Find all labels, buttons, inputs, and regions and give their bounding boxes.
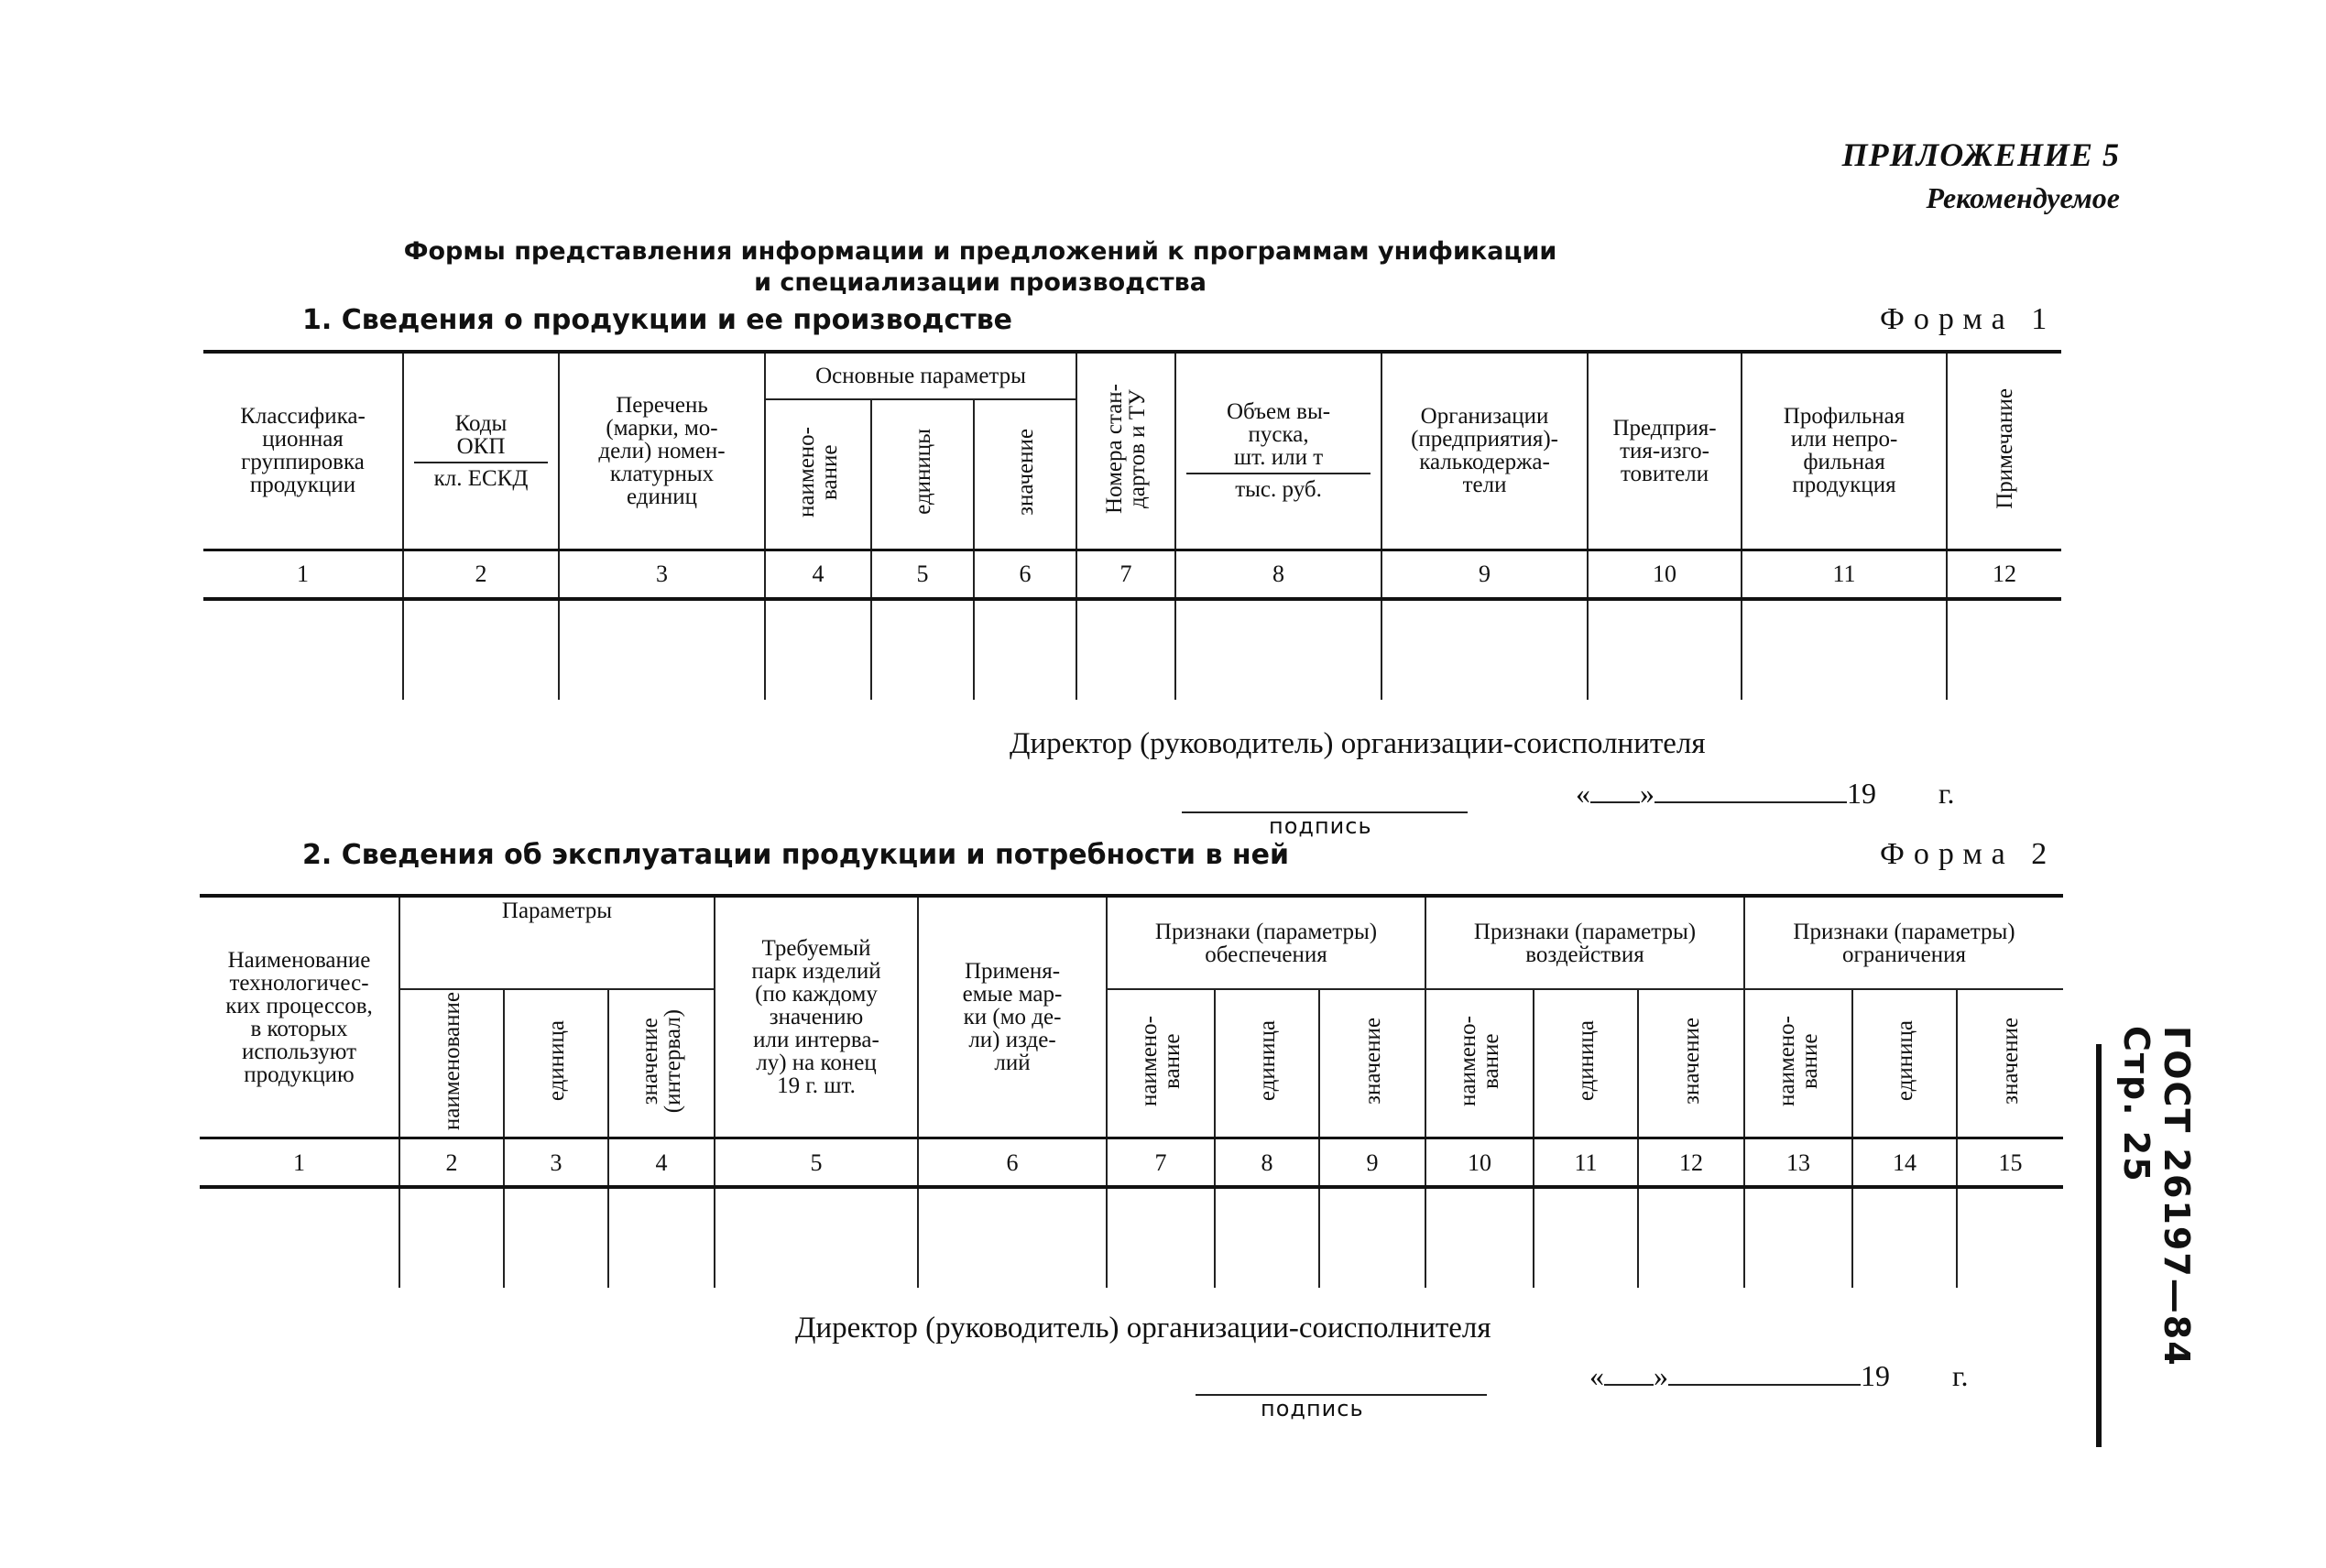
form2-col-process-name: Наименование технологичес- ких процессов, в которых используют продукцию bbox=[200, 896, 399, 1138]
form2-col-params: Параметры bbox=[399, 896, 715, 989]
form2-num: 1 bbox=[200, 1138, 399, 1188]
form1-entry-cell[interactable] bbox=[1381, 599, 1588, 700]
form1-entry-cell[interactable] bbox=[871, 599, 974, 700]
form2-date-day[interactable] bbox=[1604, 1384, 1654, 1386]
form1-col-standards: Номера стан- дартов и ТУ bbox=[1076, 352, 1175, 550]
form2-num: 2 bbox=[399, 1138, 504, 1188]
form1-col-holders: Организации (предприятия)- калькодержа- тели bbox=[1381, 352, 1588, 550]
form2-entry-cell[interactable] bbox=[608, 1187, 715, 1288]
form2-col-limit-name: наимено- вание bbox=[1744, 989, 1852, 1138]
form1-num: 8 bbox=[1175, 550, 1381, 599]
form2-entry-row[interactable] bbox=[200, 1187, 2063, 1288]
form2-date-year: 19 bbox=[1861, 1359, 1890, 1392]
form1-number-row bbox=[203, 550, 2061, 599]
form2-entry-cell[interactable] bbox=[1744, 1187, 1852, 1288]
form2-col-limit-signs: Признаки (параметры) ограничения bbox=[1744, 896, 2063, 989]
form2-num: 4 bbox=[608, 1138, 715, 1188]
form2-col-applied-models: Применя- емые мар- ки (мо де- ли) изде- лий bbox=[918, 896, 1107, 1138]
form2-num: 13 bbox=[1744, 1138, 1852, 1188]
form1-num: 10 bbox=[1588, 550, 1742, 599]
form2-col-limit-unit: единица bbox=[1852, 989, 1957, 1138]
form1-entry-cell[interactable] bbox=[1947, 599, 2061, 700]
form2-col-p-name: наименование bbox=[399, 989, 504, 1138]
form1-num: 5 bbox=[871, 550, 974, 599]
form2-col-p-value: значение (интервал) bbox=[608, 989, 715, 1138]
form1-date-close: » bbox=[1640, 777, 1654, 810]
form1-entry-cell[interactable] bbox=[1076, 599, 1175, 700]
form1-date-month[interactable] bbox=[1654, 801, 1847, 803]
form1-entry-cell[interactable] bbox=[1588, 599, 1742, 700]
form2-director: Директор (руководитель) организации-соисполнителя bbox=[795, 1312, 1491, 1345]
form1-num: 1 bbox=[203, 550, 403, 599]
form1-director: Директор (руководитель) организации-соисполнителя bbox=[1010, 727, 1706, 760]
form1-col-main-params: Основные параметры bbox=[765, 352, 1076, 399]
form2-col-impact-signs: Признаки (параметры) воздействия bbox=[1425, 896, 1744, 989]
form1-col-param-value: значение bbox=[974, 399, 1076, 550]
form2-num: 12 bbox=[1638, 1138, 1744, 1188]
form2-entry-cell[interactable] bbox=[1852, 1187, 1957, 1288]
form1-entry-cell[interactable] bbox=[974, 599, 1076, 700]
form1-col-classification: Классифика- ционная группировка продукции bbox=[203, 352, 403, 550]
form1-entry-row[interactable] bbox=[203, 599, 2061, 700]
form1-col-note: Примечание bbox=[1947, 352, 2061, 550]
form1-date-open: « bbox=[1576, 777, 1590, 810]
form2-section-title: 2. Сведения об эксплуатации продукции и потребности в ней bbox=[302, 839, 1290, 871]
form1-entry-cell[interactable] bbox=[765, 599, 871, 700]
form2-col-impact-value: значение bbox=[1638, 989, 1744, 1138]
form1-signature-caption: подпись bbox=[1269, 813, 1372, 839]
form1-entry-cell[interactable] bbox=[203, 599, 403, 700]
form1-num: 4 bbox=[765, 550, 871, 599]
form2-col-support-signs: Признаки (параметры) обеспечения bbox=[1107, 896, 1425, 989]
form2-col-impact-unit: единица bbox=[1534, 989, 1638, 1138]
page-title bbox=[385, 236, 1576, 299]
form2-table bbox=[200, 894, 2063, 1288]
form1-col-list: Перечень (марки, мо- дели) номен- клатурных единиц bbox=[559, 352, 765, 550]
form2-num: 9 bbox=[1319, 1138, 1425, 1188]
form2-date-close: » bbox=[1654, 1359, 1668, 1392]
form2-num: 10 bbox=[1425, 1138, 1534, 1188]
form1-num: 9 bbox=[1381, 550, 1588, 599]
form1-col-manufacturers: Предприя- тия-изго- товители bbox=[1588, 352, 1742, 550]
form2-entry-cell[interactable] bbox=[200, 1187, 399, 1288]
form2-num: 5 bbox=[715, 1138, 918, 1188]
form2-num: 14 bbox=[1852, 1138, 1957, 1188]
form1-col-param-units: единицы bbox=[871, 399, 974, 550]
form2-entry-cell[interactable] bbox=[1957, 1187, 2063, 1288]
form2-num: 8 bbox=[1215, 1138, 1319, 1188]
form2-entry-cell[interactable] bbox=[399, 1187, 504, 1288]
form1-col-volume bbox=[1175, 352, 1381, 550]
form1-volume-top: Объем вы- пуска, шт. или т bbox=[1186, 400, 1370, 474]
form2-entry-cell[interactable] bbox=[1319, 1187, 1425, 1288]
form2-entry-cell[interactable] bbox=[1215, 1187, 1319, 1288]
page-title-line1: Формы представления информации и предложений к программам унификации bbox=[403, 237, 1557, 266]
form1-entry-cell[interactable] bbox=[1742, 599, 1947, 700]
form2-entry-cell[interactable] bbox=[918, 1187, 1107, 1288]
form1-num: 2 bbox=[403, 550, 559, 599]
form2-num: 6 bbox=[918, 1138, 1107, 1188]
form1-date bbox=[1576, 777, 1955, 811]
form2-date-open: « bbox=[1589, 1359, 1604, 1392]
form2-col-p-unit: единица bbox=[504, 989, 608, 1138]
form1-volume-bottom: тыс. руб. bbox=[1235, 477, 1322, 503]
form2-signature-caption: подпись bbox=[1261, 1396, 1364, 1421]
form2-col-support-value: значение bbox=[1319, 989, 1425, 1138]
form2-col-limit-value: значение bbox=[1957, 989, 2063, 1138]
form2-col-support-unit: единица bbox=[1215, 989, 1319, 1138]
form2-col-impact-name: наимено- вание bbox=[1425, 989, 1534, 1138]
form2-date bbox=[1589, 1359, 1969, 1393]
form1-entry-cell[interactable] bbox=[559, 599, 765, 700]
form1-codes-bottom: кл. ЕСКД bbox=[433, 465, 529, 491]
form1-codes-top: Коды ОКП bbox=[414, 412, 548, 463]
form2-number-row bbox=[200, 1138, 2063, 1188]
form1-num: 7 bbox=[1076, 550, 1175, 599]
appendix-label: ПРИЛОЖЕНИЕ 5 bbox=[1841, 136, 2120, 173]
recommended-label: Рекомендуемое bbox=[1926, 181, 2120, 214]
form1-col-codes bbox=[403, 352, 559, 550]
form2-entry-cell[interactable] bbox=[1638, 1187, 1744, 1288]
form1-label: Форма 1 bbox=[1880, 302, 2057, 336]
page-title-line2: и специализации производства bbox=[754, 268, 1207, 297]
form1-entry-cell[interactable] bbox=[403, 599, 559, 700]
form1-entry-cell[interactable] bbox=[1175, 599, 1381, 700]
form1-table bbox=[203, 350, 2061, 700]
form1-num: 6 bbox=[974, 550, 1076, 599]
form2-col-required-fleet: Требуемый парк изделий (по каждому значению или интерва- лу) на конец 19 г. шт. bbox=[715, 896, 918, 1138]
form1-section-title: 1. Сведения о продукции и ее производстве bbox=[302, 304, 1013, 336]
form2-num: 11 bbox=[1534, 1138, 1638, 1188]
form2-label: Форма 2 bbox=[1880, 837, 2057, 871]
form1-num: 3 bbox=[559, 550, 765, 599]
form2-num: 15 bbox=[1957, 1138, 2063, 1188]
form2-col-support-name: наимено- вание bbox=[1107, 989, 1215, 1138]
form2-entry-cell[interactable] bbox=[504, 1187, 608, 1288]
form1-num: 11 bbox=[1742, 550, 1947, 599]
form1-date-year: 19 bbox=[1847, 777, 1876, 810]
form1-date-day[interactable] bbox=[1590, 801, 1640, 803]
side-rule bbox=[2096, 1044, 2102, 1447]
standard-page-label: ГОСТ 26197—84 Стр. 25 bbox=[2116, 1026, 2197, 1367]
form2-num: 3 bbox=[504, 1138, 608, 1188]
form1-date-suffix: г. bbox=[1938, 777, 1955, 810]
form2-date-suffix: г. bbox=[1952, 1359, 1969, 1392]
form2-entry-cell[interactable] bbox=[1107, 1187, 1215, 1288]
form1-num: 12 bbox=[1947, 550, 2061, 599]
form1-col-profile: Профильная или непро- фильная продукция bbox=[1742, 352, 1947, 550]
form1-col-param-name: наимено- вание bbox=[765, 399, 871, 550]
form2-num: 7 bbox=[1107, 1138, 1215, 1188]
form2-date-month[interactable] bbox=[1668, 1384, 1861, 1386]
form2-entry-cell[interactable] bbox=[715, 1187, 918, 1288]
form2-entry-cell[interactable] bbox=[1534, 1187, 1638, 1288]
form2-entry-cell[interactable] bbox=[1425, 1187, 1534, 1288]
